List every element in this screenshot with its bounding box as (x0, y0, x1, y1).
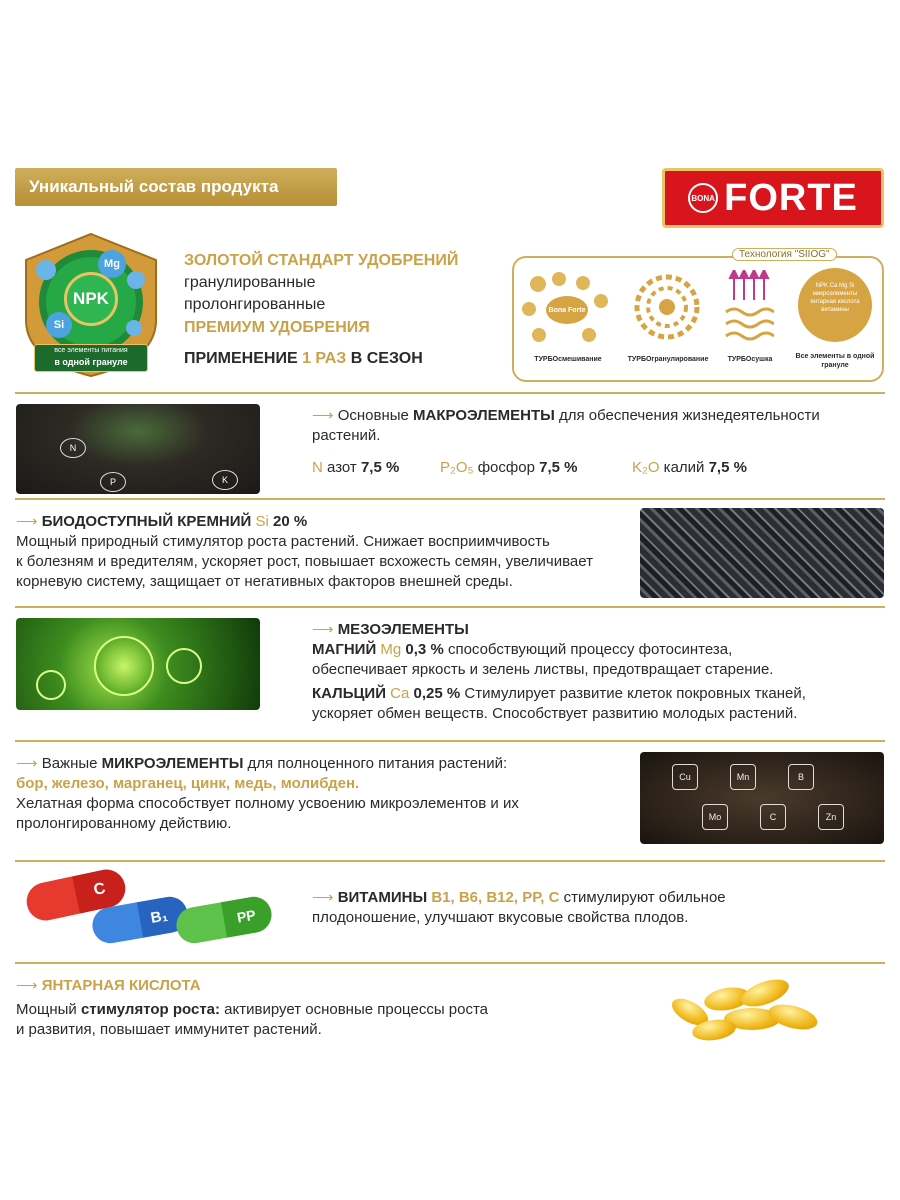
micro-title: МИКРОЭЛЕМЕНТЫ (101, 755, 244, 772)
application-season: В СЕЗОН (350, 350, 423, 367)
calcium-symbol: Ca (390, 685, 410, 702)
soil-seedlings-photo (16, 404, 260, 494)
application-frequency: 1 РАЗ (302, 350, 347, 367)
magnesium-symbol: Mg (380, 641, 402, 658)
macro-nitrogen: N азот 7,5 % (312, 459, 400, 476)
amber-post: активирует основные процессы роста (224, 1001, 488, 1018)
technology-panel (512, 249, 884, 382)
amber-line2: и развития, повышает иммунитет растений. (16, 1021, 322, 1038)
micro-post: для полноценного питания растений: (247, 755, 508, 772)
intro-premium: ПРЕМИУМ УДОБРЕНИЯ (184, 319, 370, 336)
photo-tag-n: N (60, 438, 86, 458)
macro-phosphorus: P₂O₅ фосфор 7,5 % (440, 459, 578, 476)
macro-pre: Основные (337, 407, 409, 424)
amber-text (16, 976, 626, 1040)
turbo-drying-icon (724, 270, 774, 342)
divider (15, 860, 885, 862)
npk-badge (16, 230, 166, 380)
arrow-icon: ⟶ (312, 621, 334, 638)
magnesium-value: 0,3 % (405, 641, 444, 658)
macro-line2: растений. (312, 427, 381, 444)
intro-gold-standard: ЗОЛОТОЙ СТАНДАРТ УДОБРЕНИЙ (184, 252, 459, 269)
soil-microelements-photo (640, 752, 884, 844)
macro-post: для обеспечения жизнедеятельности (558, 407, 820, 424)
banner-title: Уникальный состав продукта (29, 177, 279, 196)
amber-pre: Мощный (16, 1001, 77, 1018)
vitamins-text (312, 888, 882, 928)
cells-photo (16, 618, 260, 710)
magnesium-name: МАГНИЙ (312, 641, 377, 658)
meso-title: МЕЗОЭЛЕМЕНТЫ (337, 621, 469, 638)
intro-granulated: гранулированные (184, 274, 316, 291)
micro-text (16, 754, 626, 834)
calcium-value: 0,25 % (413, 685, 461, 702)
divider (15, 498, 885, 500)
intro-application (184, 346, 504, 372)
brand-logo (662, 168, 884, 228)
calcium-name: КАЛЬЦИЙ (312, 685, 386, 702)
bona-badge: BONA (688, 183, 718, 213)
macro-title: МАКРОЭЛЕМЕНТЫ (413, 407, 555, 424)
arrow-icon: ⟶ (312, 889, 334, 906)
turbo-mixing-icon (522, 270, 612, 350)
silicon-text (16, 512, 626, 592)
npk-core: NPK (64, 272, 118, 326)
tag-mo: Mo (702, 804, 728, 830)
tech-label-granulation: ТУРБОгранулирование (627, 356, 709, 363)
vitamins-title: ВИТАМИНЫ (337, 889, 428, 906)
arrow-icon: ⟶ (16, 977, 38, 994)
vitamins-post: стимулируют обильное (563, 889, 726, 906)
divider (15, 606, 885, 608)
tag-cu: Cu (672, 764, 698, 790)
tag-zn: Zn (818, 804, 844, 830)
tech-label-mixing: ТУРБОсмешивание (534, 356, 602, 363)
section-banner (15, 168, 337, 206)
badge-ribbon-line1: все элементы питания (54, 347, 128, 354)
divider (15, 392, 885, 394)
magnesium-text2: обеспечивает яркость и зелень листвы, предотвращает старение. (312, 661, 774, 678)
arrow-icon: ⟶ (312, 407, 334, 424)
intro-block (184, 250, 504, 372)
silicon-symbol: Si (255, 513, 269, 530)
amber-title: ЯНТАРНАЯ КИСЛОТА (41, 977, 201, 994)
intro-prolonged: пролонгированные (184, 296, 326, 313)
magnesium-text1: способствующий процессу фотосинтеза, (447, 641, 733, 658)
silicon-line2: к болезням и вредителям, ускоряет рост, повышает всхожесть семян, увеличивает (16, 553, 593, 570)
pill-b1: B₁ (90, 894, 191, 946)
amber-capsules (664, 976, 834, 1046)
arrow-icon: ⟶ (16, 513, 38, 530)
tag-mn: Mn (730, 764, 756, 790)
si-atom: Si (46, 312, 72, 338)
badge-ribbon (34, 344, 148, 372)
tech-label-drying: ТУРБОсушка (727, 356, 773, 363)
silicon-value: 20 % (273, 513, 308, 530)
micro-pre: Важные (41, 755, 98, 772)
silicon-title: БИОДОСТУПНЫЙ КРЕМНИЙ (41, 513, 252, 530)
badge-ribbon-line2: в одной грануле (54, 357, 128, 367)
meso-text (312, 620, 882, 724)
arrow-icon: ⟶ (16, 755, 38, 772)
macro-text (312, 406, 882, 478)
vitamin-pills (16, 872, 278, 960)
pill-pp: PP (174, 894, 275, 946)
silicon-gravel-photo (640, 508, 884, 598)
photo-tag-p: P (100, 472, 126, 492)
silicon-line3: корневую систему, защищает от негативных факторов внешней среды. (16, 573, 513, 590)
vitamins-line2: плодоношение, улучшают вкусовые свойства плодов. (312, 909, 689, 926)
micro-line4: пролонгированному действию. (16, 815, 232, 832)
tech-label-all-in-one: Все элементы в одной грануле (795, 353, 875, 369)
vitamins-list: B1, B6, B12, PP, C (431, 889, 560, 906)
divider (15, 962, 885, 964)
macro-potassium: K₂O калий 7,5 % (632, 459, 747, 476)
mg-atom: Mg (98, 250, 126, 278)
micro-list: бор, железо, марганец, цинк, медь, молибден. (16, 775, 360, 792)
calcium-text1: Стимулирует развитие клеток покровных тканей, (464, 685, 806, 702)
tag-b: B (788, 764, 814, 790)
technology-title: Технология "SIIOG" (732, 248, 837, 261)
bona-forte-granule: Bona Forte (546, 296, 588, 324)
turbo-granulation-icon (632, 272, 702, 342)
application-label: ПРИМЕНЕНИЕ (184, 350, 298, 367)
tag-c: C (760, 804, 786, 830)
calcium-text2: ускоряет обмен веществ. Способствует развитию молодых растений. (312, 705, 798, 722)
macro-values (312, 458, 882, 478)
all-in-one-granule-icon: NPK Ca Mg Si микроэлементы янтарная кислота витамины (798, 268, 872, 342)
micro-line3: Хелатная форма способствует полному усвоению микроэлементов и их (16, 795, 519, 812)
pill-c: C (23, 866, 129, 924)
amber-bold: стимулятор роста: (80, 1001, 220, 1018)
forte-wordmark: FORTE (724, 176, 858, 219)
divider (15, 740, 885, 742)
photo-tag-k: K (212, 470, 238, 490)
silicon-line1: Мощный природный стимулятор роста растений. Снижает восприимчивость (16, 533, 550, 550)
